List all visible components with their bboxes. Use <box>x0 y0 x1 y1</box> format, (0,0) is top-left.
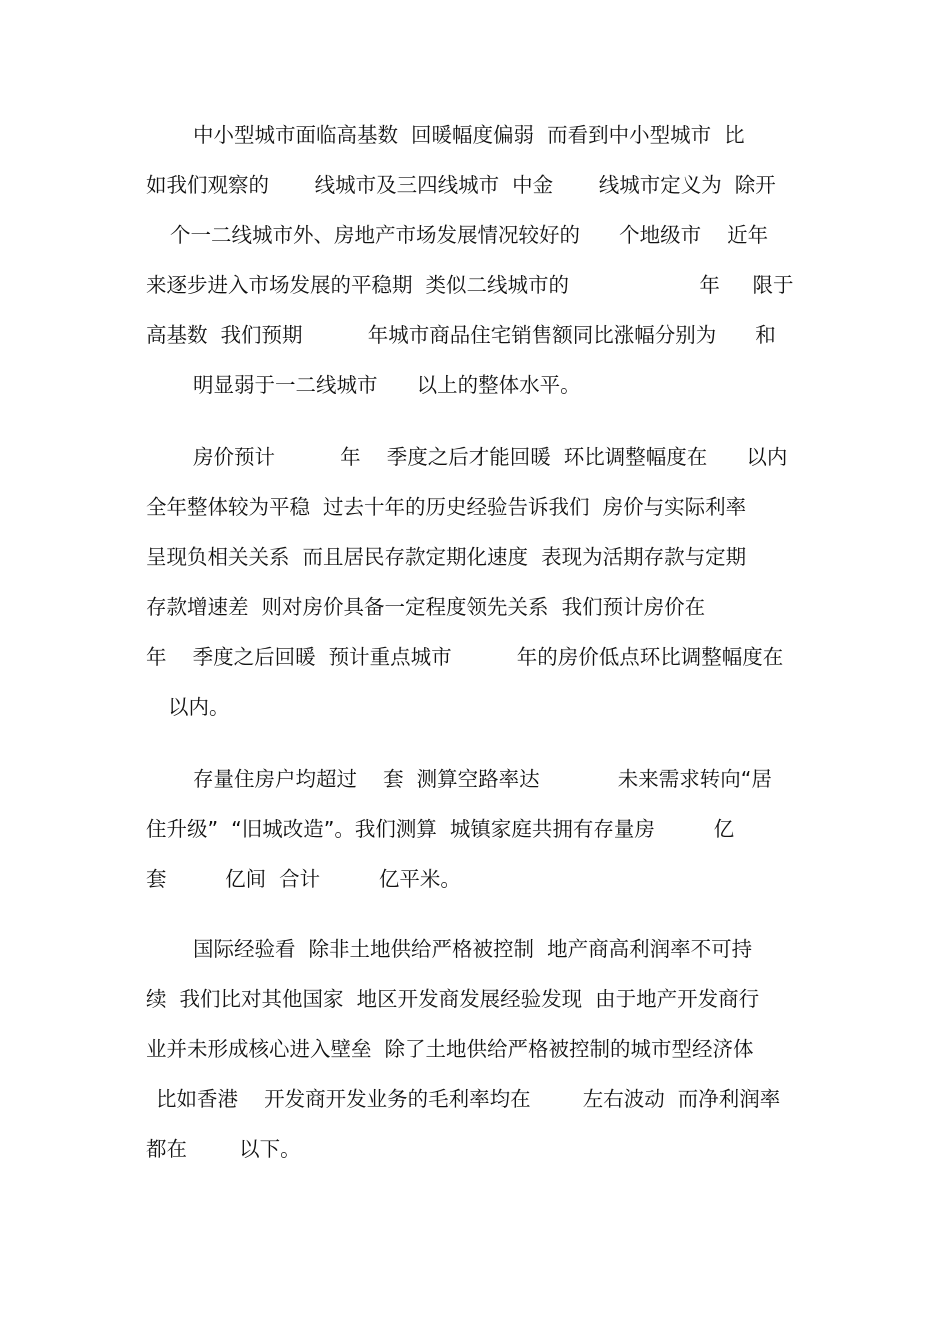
text-line: 房价预计 年 季度之后才能回暖 环比调整幅度在 以内 <box>193 445 788 469</box>
text-line: 都在 以下。 <box>146 1137 301 1161</box>
text-line: 国际经验看 除非土地供给严格被控制 地产商高利润率不可持 <box>193 937 753 961</box>
text-line: 全年整体较为平稳 过去十年的历史经验告诉我们 房价与实际利率 <box>146 495 747 519</box>
text-line: 续 我们比对其他国家 地区开发商发展经验发现 由于地产开发商行 <box>146 987 760 1011</box>
text-line: 以内。 <box>168 695 230 719</box>
text-line: 存款增速差 则对房价具备一定程度领先关系 我们预计房价在 <box>146 595 706 619</box>
text-line: 来逐步进入市场发展的平稳期 类似二线城市的 年 限于 <box>146 273 794 297</box>
text-line: 比如香港 开发商开发业务的毛利率均在 左右波动 而净利润率 <box>156 1087 781 1111</box>
text-line: 住升级” “旧城改造”。我们测算 城镇家庭共拥有存量房 亿 <box>146 817 735 841</box>
text-line: 中小型城市面临高基数 回暖幅度偏弱 而看到中小型城市 比 <box>193 123 745 147</box>
text-line: 高基数 我们预期 年城市商品住宅销售额同比涨幅分别为 和 <box>146 323 776 347</box>
text-line: 存量住房户均超过 套 测算空路率达 未来需求转向“居 <box>193 767 772 791</box>
text-line: 套 亿间 合计 亿平米。 <box>146 867 461 891</box>
text-line: 明显弱于一二线城市 以上的整体水平。 <box>193 373 581 397</box>
text-line: 个一二线城市外、房地产市场发展情况较好的 个地级市 近年 <box>170 223 769 247</box>
text-line: 年 季度之后回暖 预计重点城市 年的房价低点环比调整幅度在 <box>146 645 784 669</box>
text-line: 呈现负相关关系 而且居民存款定期化速度 表现为活期存款与定期 <box>146 545 747 569</box>
text-line: 业并未形成核心进入壁垒 除了土地供给严格被控制的城市型经济体 <box>146 1037 754 1061</box>
text-line: 如我们观察的 线城市及三四线城市 中金 线城市定义为 除开 <box>146 173 776 197</box>
